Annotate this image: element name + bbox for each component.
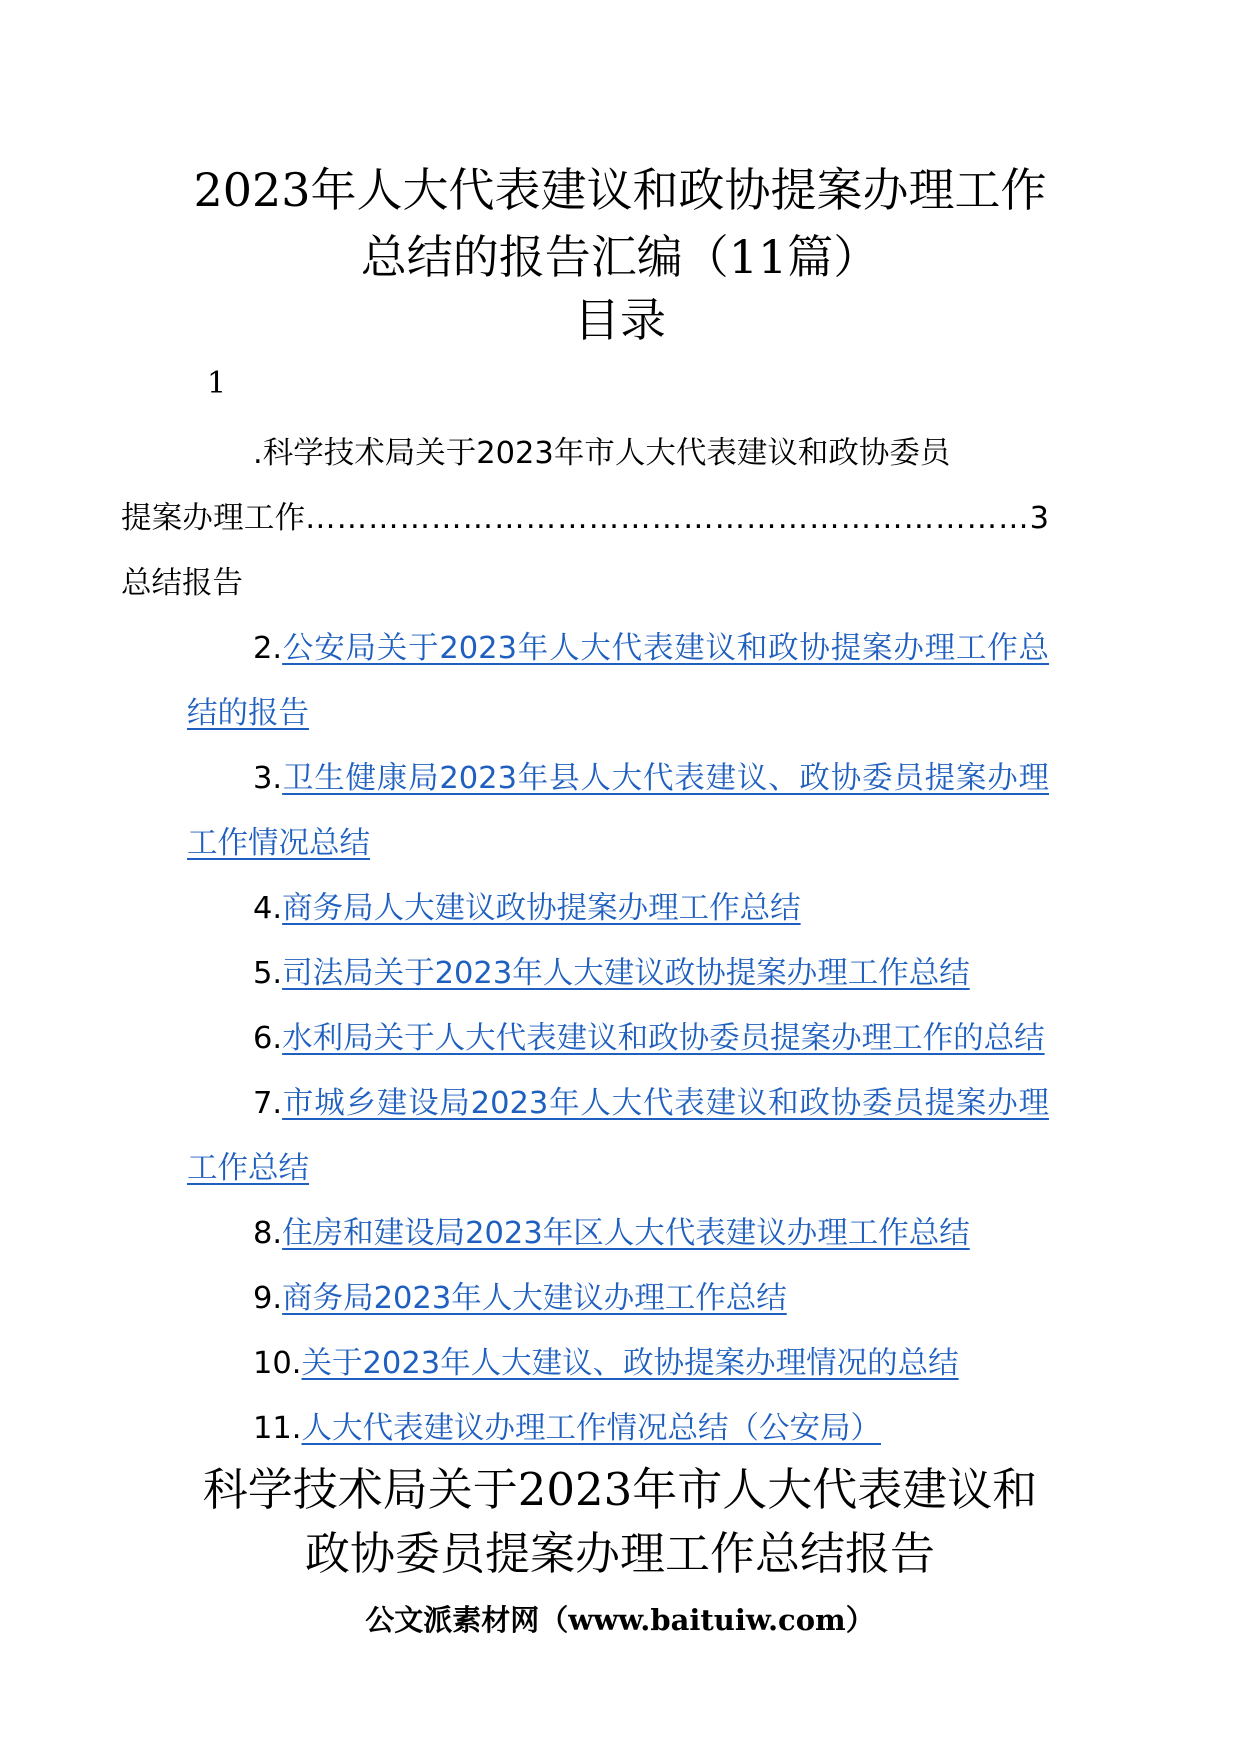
toc-entry <box>187 876 1049 941</box>
toc-entry <box>187 1006 1049 1071</box>
toc-entry-1-line2-row <box>121 486 1049 616</box>
section-title-line1: 科学技术局关于2023年市人大代表建议和 <box>202 1463 1038 1516</box>
toc-entry-1[interactable] <box>121 421 1049 616</box>
section-title-line2: 政协委员提案办理工作总结报告 <box>304 1527 935 1580</box>
table-of-contents <box>121 421 1049 1461</box>
toc-entry-1-dot-leader: …………………………………………………………… <box>305 501 1030 536</box>
toc-entry-1-line2: 提案办理工作总结报告 <box>121 501 306 601</box>
toc-heading: 目录 <box>574 293 666 347</box>
document-title-line1: 2023年人大代表建议和政协提案办理工作 <box>193 163 1047 217</box>
toc-entry-1-line1: .科学技术局关于2023年市人大代表建议和政协委员 <box>253 436 951 471</box>
toc-entry-link[interactable]: 商务局人大建议政协提案办理工作总结 <box>282 891 801 926</box>
toc-entry-link[interactable]: 住房和建设局2023年区人大代表建议办理工作总结 <box>282 1216 970 1251</box>
toc-entry-number: 7. <box>253 1086 283 1121</box>
toc-entry-link[interactable]: 水利局关于人大代表建议和政协委员提案办理工作的总结 <box>282 1021 1045 1056</box>
toc-entry-number: 11. <box>253 1411 302 1446</box>
toc-entry-number: 3. <box>253 761 283 796</box>
document-title-line2: 总结的报告汇编（11篇） <box>360 230 880 284</box>
toc-entry-number: 6. <box>253 1021 283 1056</box>
toc-entry-link[interactable]: 人大代表建议办理工作情况总结（公安局） <box>301 1411 882 1446</box>
page-footer: 公文派素材网（www.baituiw.com） <box>365 1603 875 1637</box>
toc-entry-link[interactable]: 商务局2023年人大建议办理工作总结 <box>282 1281 787 1316</box>
toc-entry <box>187 746 1049 876</box>
toc-entry <box>187 1071 1049 1201</box>
toc-entry-number: 5. <box>253 956 283 991</box>
toc-entry-number: 10. <box>253 1346 302 1381</box>
toc-entry <box>187 1266 1049 1331</box>
toc-entry <box>187 1396 1049 1461</box>
toc-entry <box>187 1201 1049 1266</box>
toc-entry-1-page-number: 3 <box>1029 501 1049 536</box>
toc-entry <box>187 616 1049 746</box>
toc-entry-link[interactable]: 市城乡建设局2023年人大代表建议和政协委员提案办理工作总结 <box>187 1086 1049 1186</box>
section-title <box>160 1458 1080 1586</box>
toc-entry-link[interactable]: 司法局关于2023年人大建议政协提案办理工作总结 <box>282 956 970 991</box>
toc-entry-link[interactable]: 关于2023年人大建议、政协提案办理情况的总结 <box>301 1346 959 1381</box>
toc-entry-number: 8. <box>253 1216 283 1251</box>
toc-entry-number: 4. <box>253 891 283 926</box>
toc-entry-number: 2. <box>253 631 283 666</box>
toc-entry-link[interactable]: 公安局关于2023年人大代表建议和政协提案办理工作总结的报告 <box>187 631 1049 731</box>
toc-entry <box>187 941 1049 1006</box>
toc-entry-link[interactable]: 卫生健康局2023年县人大代表建议、政协委员提案办理工作情况总结 <box>187 761 1049 861</box>
toc-entry <box>187 1331 1049 1396</box>
toc-entry-number: 9. <box>253 1281 283 1316</box>
toc-first-number: 1 <box>207 366 227 401</box>
